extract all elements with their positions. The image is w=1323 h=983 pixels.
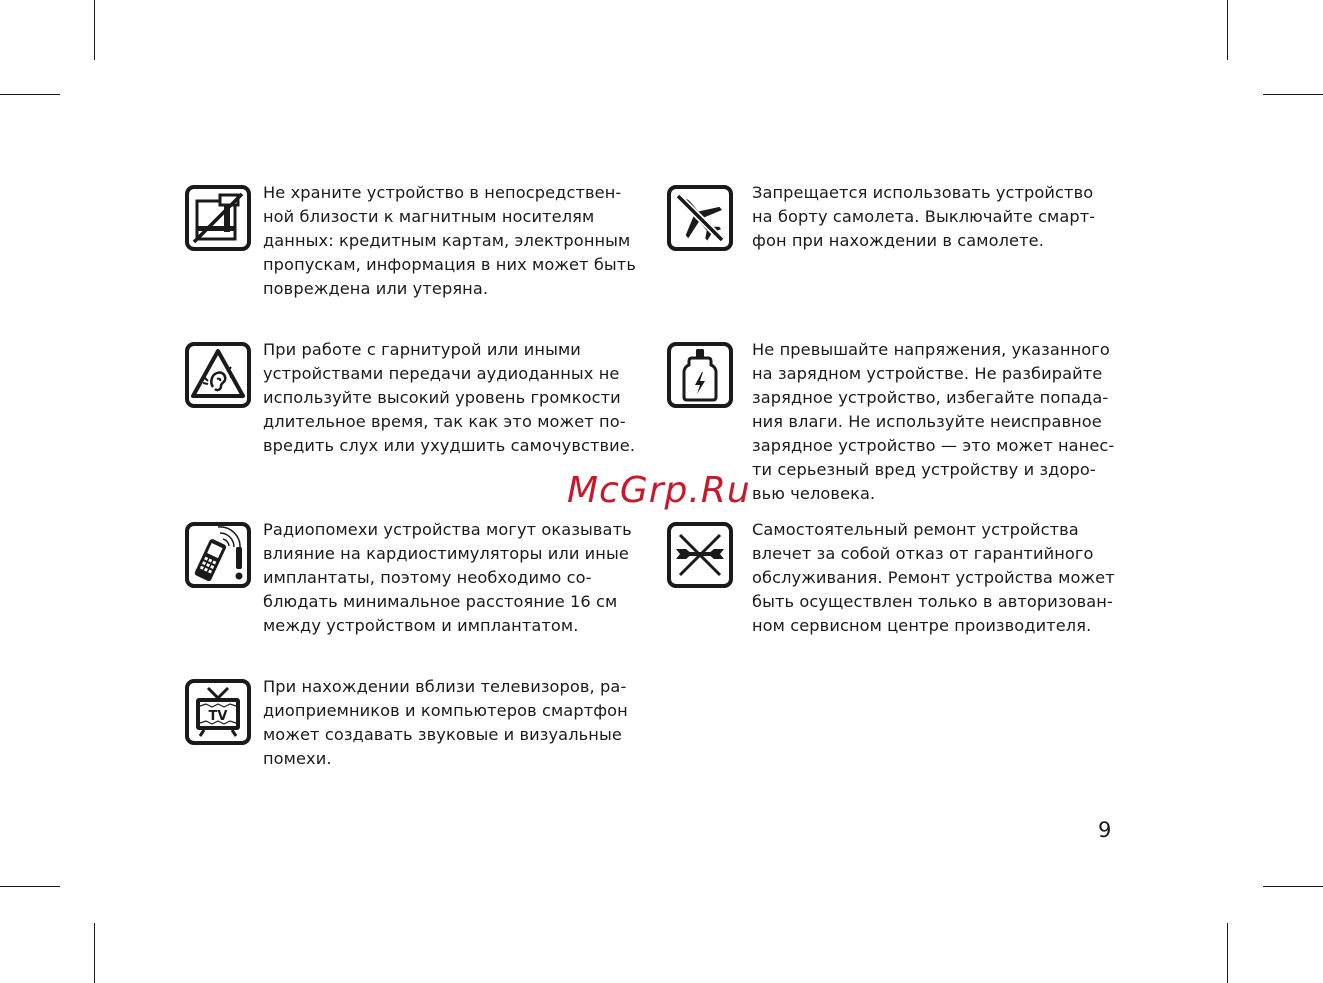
text-line: устройствами передачи аудиоданных не — [263, 364, 620, 383]
text-line: фон при нахождении в самолете. — [752, 231, 1044, 250]
crop-mark — [94, 0, 95, 60]
text-line: вью человека. — [752, 484, 876, 503]
text-line: между устройством и имплантатом. — [263, 616, 579, 635]
phone-interference-icon — [184, 521, 252, 589]
text-line: имплантаты, поэтому необходимо со- — [263, 568, 592, 587]
crop-mark — [94, 923, 95, 983]
text-line: обслуживания. Ремонт устройства может — [752, 568, 1115, 587]
text-line: блюдать минимальное расстояние 16 см — [263, 592, 618, 611]
tv-interference-icon — [184, 678, 252, 746]
text-line: быть осуществлен только в авторизован- — [752, 592, 1113, 611]
crop-mark — [1227, 0, 1228, 60]
text-line: может создавать звуковые и визуальные — [263, 725, 622, 744]
text-line: ном сервисном центре производителя. — [752, 616, 1092, 635]
text-line: При работе с гарнитурой или иными — [263, 340, 581, 359]
text-line: вредить слух или ухудшить самочувствие. — [263, 436, 636, 455]
text-line: диоприемников и компьютеров смартфон — [263, 701, 628, 720]
no-repair-tools-icon — [666, 521, 734, 589]
text-line: влияние на кардиостимуляторы или иные — [263, 544, 629, 563]
text-line: ной близости к магнитным носителям — [263, 207, 595, 226]
text-line: на зарядном устройстве. Не разбирайте — [752, 364, 1103, 383]
tv-label: TV — [208, 709, 228, 724]
text-line: помехи. — [263, 749, 332, 768]
crop-mark — [0, 886, 60, 887]
charger-battery-icon — [666, 341, 734, 409]
text-line: повреждена или утеряна. — [263, 279, 489, 298]
text-line: зарядное устройство — это может нанес- — [752, 436, 1115, 455]
text-line: на борту самолета. Выключайте смарт- — [752, 207, 1096, 226]
text-line: ти серьезный вред устройству и здоро- — [752, 460, 1096, 479]
crop-mark — [1227, 923, 1228, 983]
text-line: зарядное устройство, избегайте попада- — [752, 388, 1109, 407]
text-line: Запрещается использовать устройство — [752, 183, 1094, 202]
text-line: Не храните устройство в непосредствен- — [263, 183, 622, 202]
text-line: используйте высокий уровень громкости — [263, 388, 621, 407]
no-airplane-icon — [666, 184, 734, 252]
text-line: При нахождении вблизи телевизоров, ра- — [263, 677, 627, 696]
crop-mark — [1263, 94, 1323, 95]
hearing-warning-icon — [184, 341, 252, 409]
page-number: 9 — [1098, 818, 1112, 842]
text-line: пропускам, информация в них может быть — [263, 255, 636, 274]
text-line: Радиопомехи устройства могут оказывать — [263, 520, 632, 539]
watermark: McGrp.Ru — [567, 470, 751, 511]
no-magnetic-card-icon — [184, 184, 252, 252]
text-line: Не превышайте напряжения, указанного — [752, 340, 1110, 359]
text-line: влечет за собой отказ от гарантийного — [752, 544, 1094, 563]
text-line: данных: кредитным картам, электронным — [263, 231, 631, 250]
crop-mark — [1263, 886, 1323, 887]
text-line: ния влаги. Не используйте неисправное — [752, 412, 1102, 431]
text-line: длительное время, так как это может по- — [263, 412, 626, 431]
text-line: Самостоятельный ремонт устройства — [752, 520, 1079, 539]
crop-mark — [0, 94, 60, 95]
